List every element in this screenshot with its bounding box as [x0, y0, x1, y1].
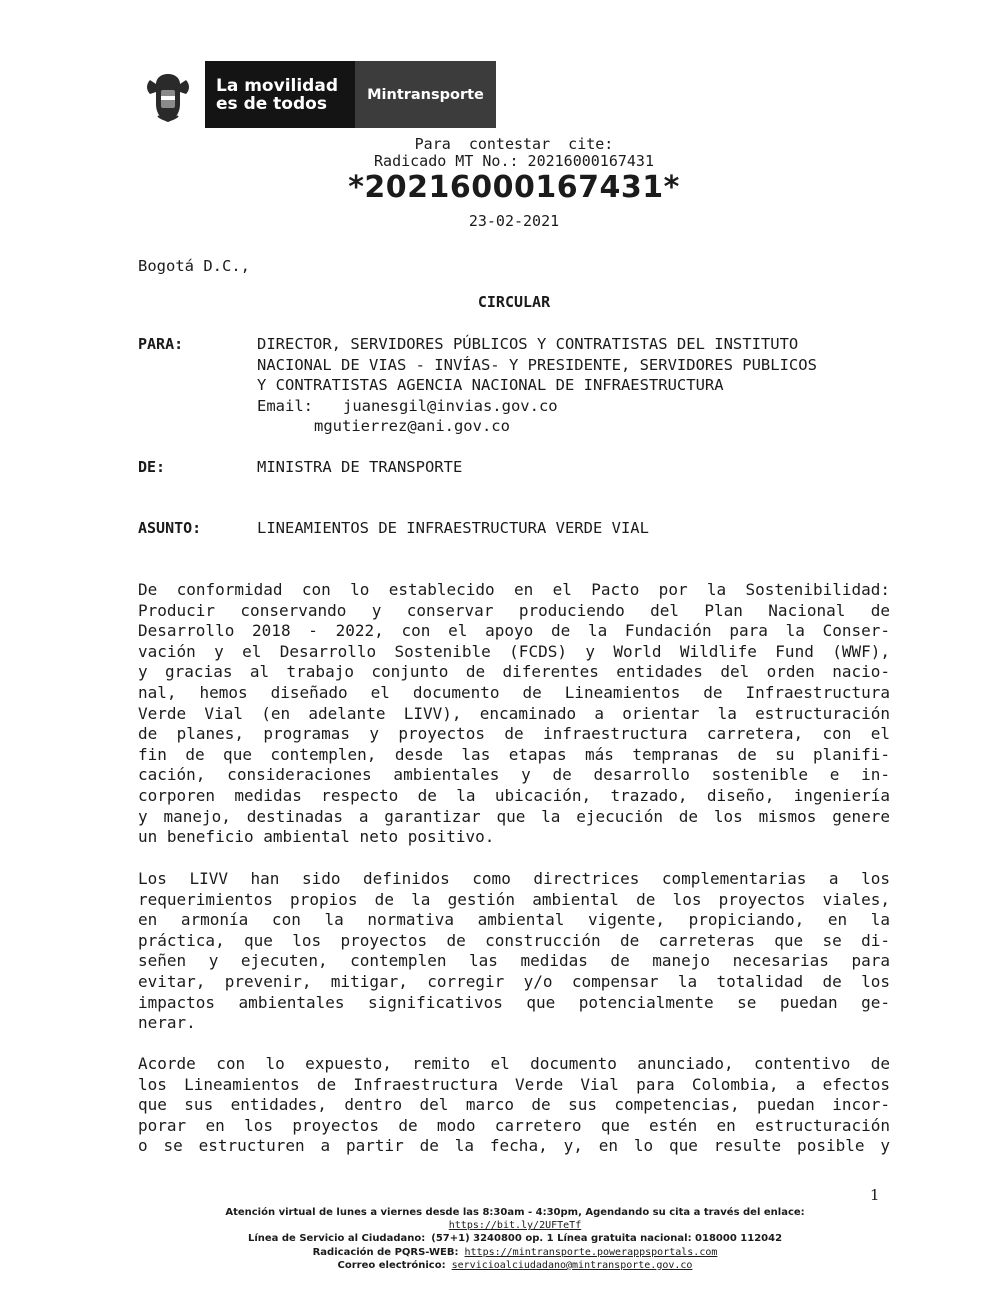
de-label: DE:	[138, 458, 166, 476]
paragraph-line: y gracias al trabajo conjunto de diferentes entidades del orden nacio-	[138, 662, 890, 682]
paragraph-line: Verde Vial (en adelante LIVV), encaminado a orientar la estructuración	[138, 703, 890, 723]
paragraph-line: un beneficio ambiental neto positivo.	[138, 827, 495, 847]
city: Bogotá D.C.,	[138, 257, 250, 275]
paragraph-3	[138, 1054, 890, 1157]
footer-service-label: Línea de Servicio al Ciudadano:	[247, 1233, 426, 1245]
asunto-value: LINEAMIENTOS DE INFRAESTRUCTURA VERDE VIAL	[257, 519, 649, 537]
paragraph-line: nal, hemos diseñado el documento de Lineamientos de Infraestructura	[138, 682, 890, 702]
paragraph-line: Desarrollo 2018 - 2022, con el apoyo de la Fundación para la Conser-	[138, 621, 890, 641]
para-line-3: Y CONTRATISTAS AGENCIA NACIONAL DE INFRAESTRUCTURA	[257, 376, 724, 394]
de-value: MINISTRA DE TRANSPORTE	[257, 458, 463, 476]
para-label: PARA:	[138, 335, 184, 353]
paragraph-line: en armonía con la normativa ambiental vigente, propiciando, en la	[138, 910, 890, 930]
paragraph-line: de planes, programas y proyectos de infraestructura carretera, con el	[138, 724, 890, 744]
paragraph-1	[138, 580, 890, 848]
paragraph-line: vación y el Desarrollo Sostenible (FCDS) y World Wildlife Fund (WWF),	[138, 641, 890, 661]
footer-email-label: Correo electrónico:	[337, 1259, 446, 1271]
asunto-label: ASUNTO:	[138, 519, 202, 537]
paragraph-line: y manejo, destinadas a garantizar que la ejecución de los mismos genere	[138, 806, 890, 826]
paragraph-line: práctica, que los proyectos de construcción de carreteras que se di-	[138, 930, 890, 950]
paragraph-line: Acorde con lo expuesto, remito el documento anunciado, contentivo de	[138, 1054, 890, 1073]
radicado-number: Radicado MT No.: 20216000167431	[374, 152, 654, 170]
logo-slogan	[205, 61, 355, 128]
footer-pqrs-label: Radicación de PQRS-WEB:	[312, 1246, 459, 1258]
logo-line2: es de todos	[216, 93, 327, 114]
barcode-text: *20216000167431*	[348, 170, 680, 205]
document-date: 23-02-2021	[468, 212, 560, 230]
paragraph-line: fin de que contemplen, desde las etapas más tempranas de su planifi-	[138, 744, 890, 764]
email-2: mgutierrez@ani.gov.co	[314, 417, 510, 435]
footer-service-value: (57+1) 3240800 op. 1 Línea gratuita nacional: 018000 112042	[431, 1233, 783, 1245]
logo-brand: Mintransporte	[355, 61, 496, 128]
reply-instruction: Para contestar cite:	[414, 135, 614, 153]
document-type: CIRCULAR	[477, 293, 551, 311]
paragraph-line: requerimientos propios de la gestión ambiental de los proyectos viales,	[138, 889, 890, 909]
page-number: 1	[870, 1186, 880, 1204]
paragraph-line: que sus entidades, dentro del marco de sus competencias, puedan incor-	[138, 1095, 890, 1115]
paragraph-line: Producir conservando y conservar produciendo del Plan Nacional de	[138, 600, 890, 620]
footer-link-appointment[interactable]: https://bit.ly/2UFTeTf	[448, 1220, 582, 1232]
paragraph-line: corporen medidas respecto de la ubicación, trazado, diseño, ingeniería	[138, 785, 890, 805]
footer-hours: Atención virtual de lunes a viernes desde las 8:30am - 4:30pm, Agendando su cita a través del enlace:	[225, 1207, 805, 1218]
email-1: juanesgil@invias.gov.co	[343, 397, 558, 415]
para-line-2: NACIONAL DE VIAS - INVÍAS- Y PRESIDENTE, SERVIDORES PUBLICOS	[257, 355, 817, 374]
paragraph-line: Los LIVV han sido definidos como directrices complementarias a los	[138, 869, 890, 888]
paragraph-line: nerar.	[138, 1013, 196, 1033]
para-line-1: DIRECTOR, SERVIDORES PÚBLICOS Y CONTRATISTAS DEL INSTITUTO	[257, 335, 799, 353]
footer	[150, 1206, 880, 1272]
footer-email-link[interactable]: servicioalciudadano@mintransporte.gov.co	[451, 1259, 693, 1271]
paragraph-line: evitar, prevenir, mitigar, corregir y/o compensar la totalidad de los	[138, 971, 890, 991]
paragraph-line: cación, consideraciones ambientales y de desarrollo sostenible e in-	[138, 765, 890, 785]
paragraph-2	[138, 869, 890, 1034]
paragraph-line: los Lineamientos de Infraestructura Verde Vial para Colombia, a efectos	[138, 1074, 890, 1094]
email-label: Email:	[257, 397, 313, 415]
paragraph-line: De conformidad con lo establecido en el Pacto por la Sostenibilidad:	[138, 580, 890, 599]
paragraph-line: o se estructuren a partir de la fecha, y, en lo que resulte posible y	[138, 1136, 890, 1156]
coat-of-arms-icon	[140, 70, 196, 126]
footer-pqrs-link[interactable]: https://mintransporte.powerappsportals.com	[464, 1246, 718, 1258]
paragraph-line: porar en los proyectos de modo carretero que estén en estructuración	[138, 1115, 890, 1135]
logo-line1: La movilidad	[216, 75, 338, 96]
paragraph-line: señen y ejecuten, contemplen las medidas de manejo necesarias para	[138, 951, 890, 971]
paragraph-line: impactos ambientales significativos que potencialmente se puedan ge-	[138, 992, 890, 1012]
